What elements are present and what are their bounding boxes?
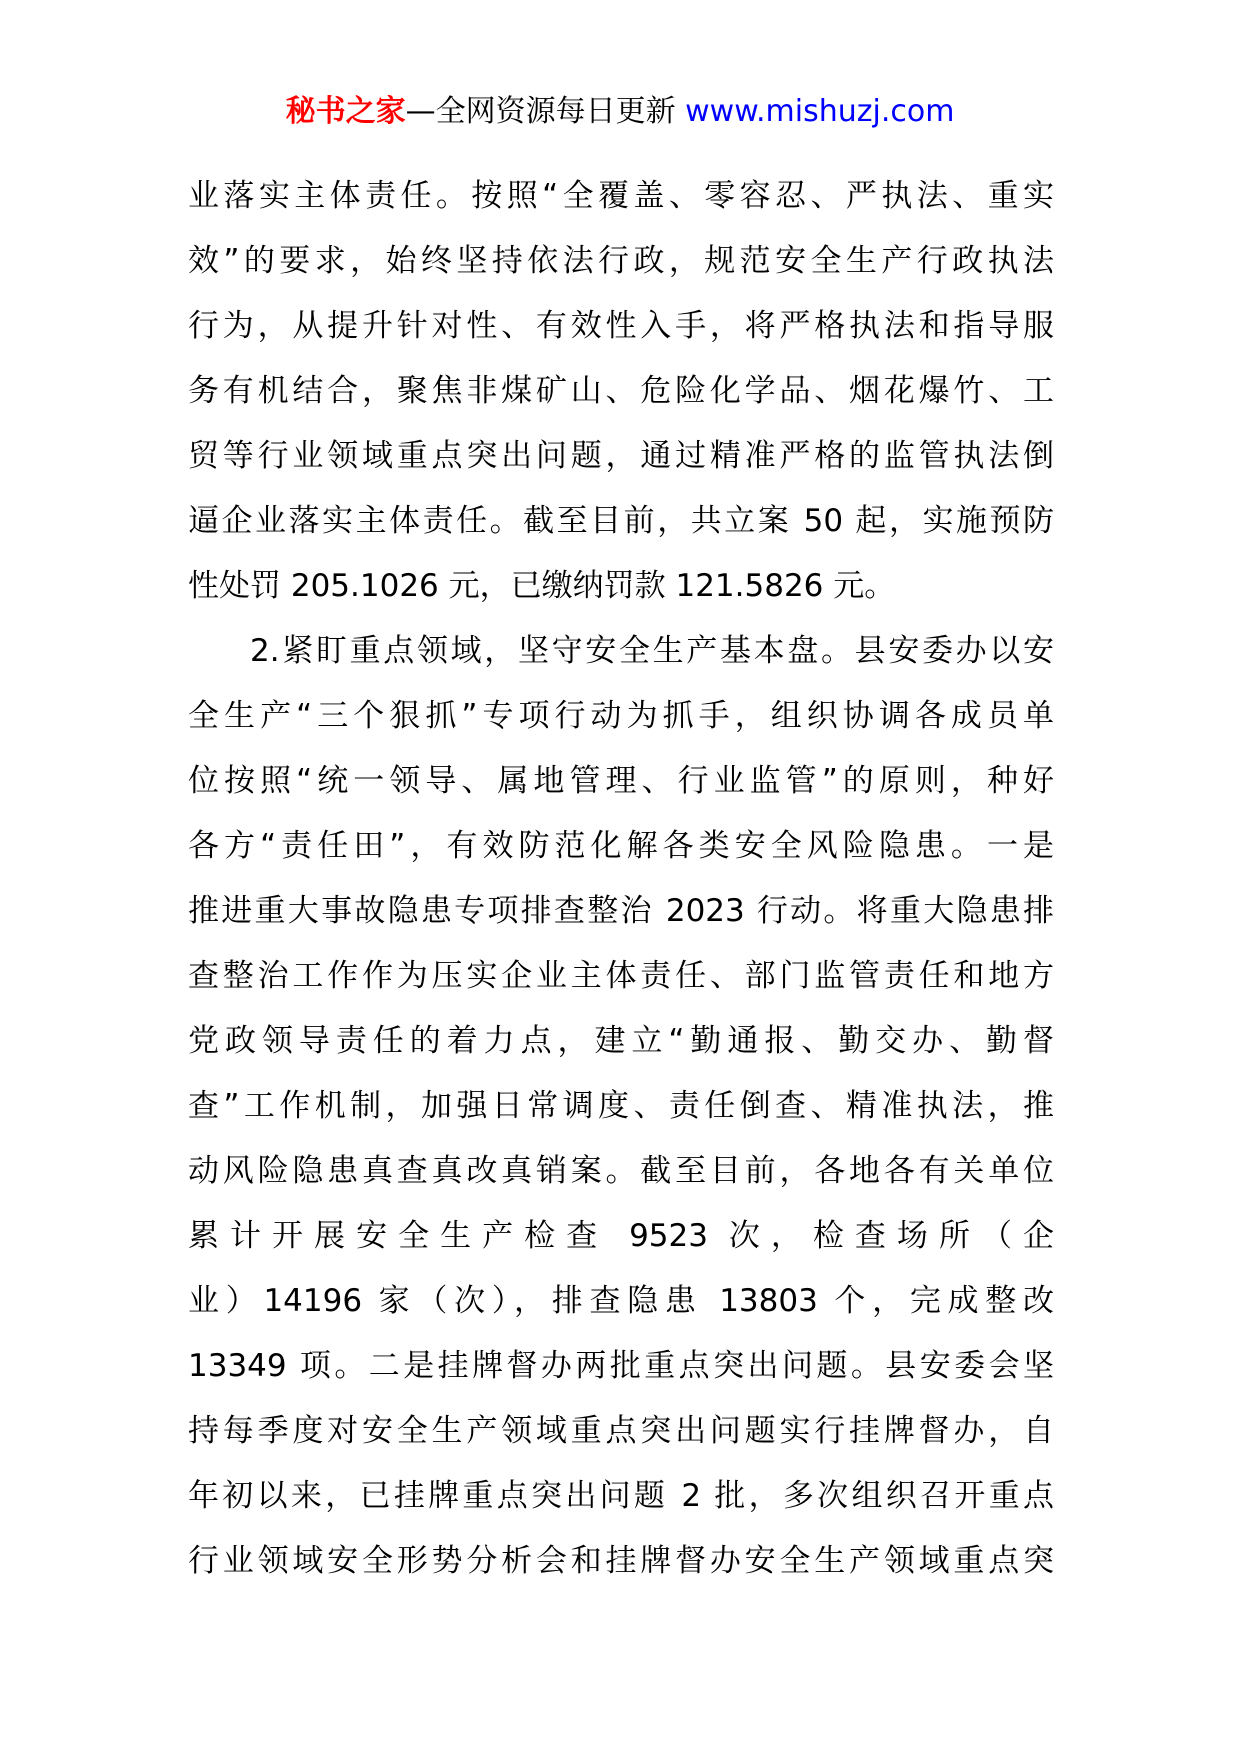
text-line: 推进重大事故隐患专项排查整治 2023 行动。将重大隐患排 xyxy=(188,893,1054,929)
text-line: 查整治工作作为压实企业主体责任、部门监管责任和地方 xyxy=(188,958,1054,994)
site-brand: 秘书之家 xyxy=(285,94,406,129)
text-line: 业）14196 家（次），排查隐患 13803 个，完成整改 xyxy=(188,1283,1054,1319)
text-line: 动风险隐患真查真改真销案。截至目前，各地各有关单位 xyxy=(188,1153,1054,1189)
text-line: 全生产“三个狠抓”专项行动为抓手，组织协调各成员单 xyxy=(188,698,1054,734)
text-line: 务有机结合，聚焦非煤矿山、危险化学品、烟花爆竹、工 xyxy=(188,373,1054,409)
text-line: 效”的要求，始终坚持依法行政，规范安全生产行政执法 xyxy=(188,243,1054,279)
text-line: 各方“责任田”，有效防范化解各类安全风险隐患。一是 xyxy=(188,828,1054,864)
text-line: 行为，从提升针对性、有效性入手，将严格执法和指导服 xyxy=(188,308,1054,344)
site-url-link[interactable]: www.mishuzj.com xyxy=(685,94,955,129)
text-line: 逼企业落实主体责任。截至目前，共立案 50 起，实施预防 xyxy=(188,503,1054,539)
text-line: 行业领域安全形势分析会和挂牌督办安全生产领域重点突 xyxy=(188,1543,1054,1579)
text-line: 位按照“统一领导、属地管理、行业监管”的原则，种好 xyxy=(188,763,1054,799)
paragraph-end-line: 性处罚 205.1026 元，已缴纳罚款 121.5826 元。 xyxy=(188,568,896,604)
text-line: 业落实主体责任。按照“全覆盖、零容忍、严执法、重实 xyxy=(188,178,1054,214)
text-line: 党政领导责任的着力点，建立“勤通报、勤交办、勤督 xyxy=(188,1023,1054,1059)
document-body xyxy=(188,164,1054,1594)
site-header xyxy=(0,92,1240,132)
text-line: 年初以来，已挂牌重点突出问题 2 批，多次组织召开重点 xyxy=(188,1478,1054,1514)
text-line: 累计开展安全生产检查 9523 次，检查场所（企 xyxy=(188,1218,1054,1254)
text-line: 查”工作机制，加强日常调度、责任倒查、精准执法，推 xyxy=(188,1088,1054,1124)
paragraph-start-line: 2.紧盯重点领域，坚守安全生产基本盘。县安委办以安 xyxy=(250,633,1054,669)
text-line: 持每季度对安全生产领域重点突出问题实行挂牌督办，自 xyxy=(188,1413,1054,1449)
site-tagline: —全网资源每日更新 xyxy=(405,94,676,129)
text-line: 贸等行业领域重点突出问题，通过精准严格的监管执法倒 xyxy=(188,438,1054,474)
text-line: 13349 项。二是挂牌督办两批重点突出问题。县安委会坚 xyxy=(188,1348,1054,1384)
